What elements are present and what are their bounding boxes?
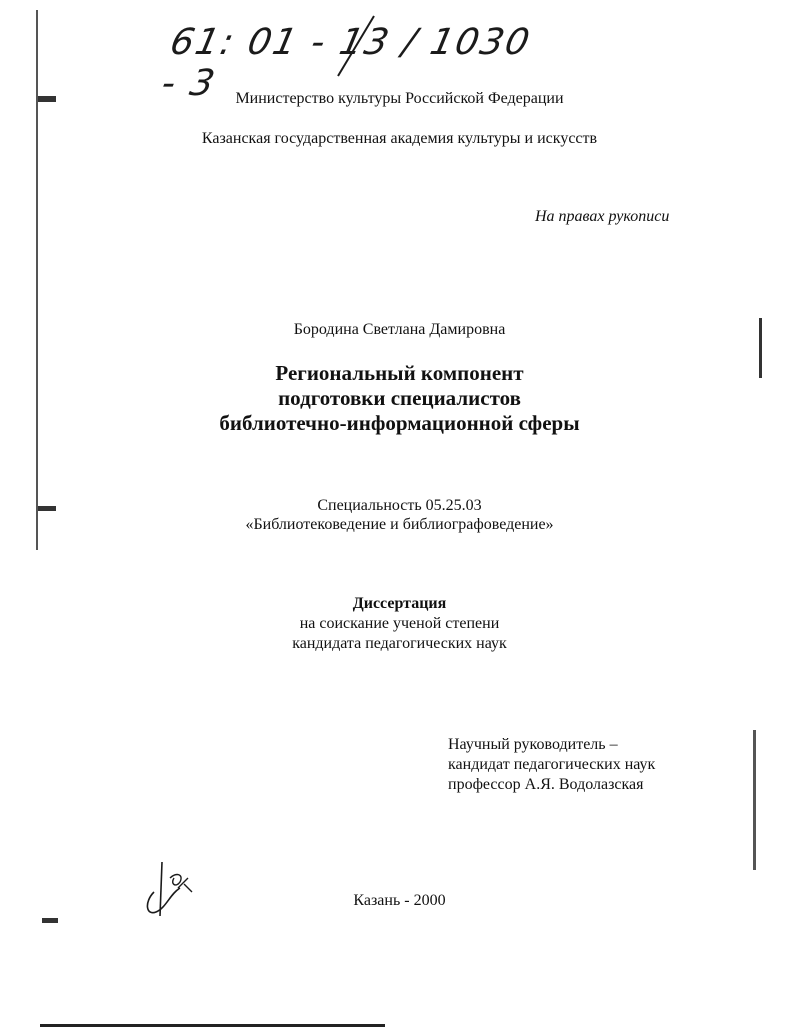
supervisor-line-2: кандидат педагогических наук	[448, 756, 656, 773]
specialty-code: Специальность 05.25.03	[317, 497, 482, 514]
author-name: Бородина Светлана Дамировна	[293, 321, 506, 338]
specialty-name: «Библиотековедение и библиографоведение»	[245, 516, 554, 533]
supervisor-line-1: Научный руководитель –	[448, 736, 618, 753]
slash-stroke-icon	[330, 14, 380, 80]
supervisor-line-3: профессор А.Я. Водолазская	[448, 776, 644, 793]
ministry-line: Министерство культуры Российской Федерации	[235, 90, 564, 107]
degree-line-1: на соискание ученой степени	[299, 615, 500, 632]
manuscript-note: На правах рукописи	[535, 208, 670, 225]
scan-edge-bottom	[40, 1024, 385, 1027]
city-year: Казань - 2000	[353, 892, 446, 909]
scan-edge-right-2	[753, 730, 756, 870]
degree-line-2: кандидата педагогических наук	[292, 635, 507, 652]
archive-code: 61: 01 - 13 / 1030 - 3	[157, 22, 535, 104]
signature-scribble-icon	[140, 858, 196, 922]
academy-line: Казанская государственная академия культуры и искусств	[201, 130, 598, 147]
scan-mark-left-bottom	[42, 918, 58, 923]
dissertation-title-line-3: библиотечно-информационной сферы	[219, 411, 580, 435]
dissertation-title-line-1: Региональный компонент	[275, 361, 524, 385]
dissertation-title-line-2: подготовки специалистов	[278, 386, 521, 410]
dissertation-heading: Диссертация	[352, 595, 447, 612]
